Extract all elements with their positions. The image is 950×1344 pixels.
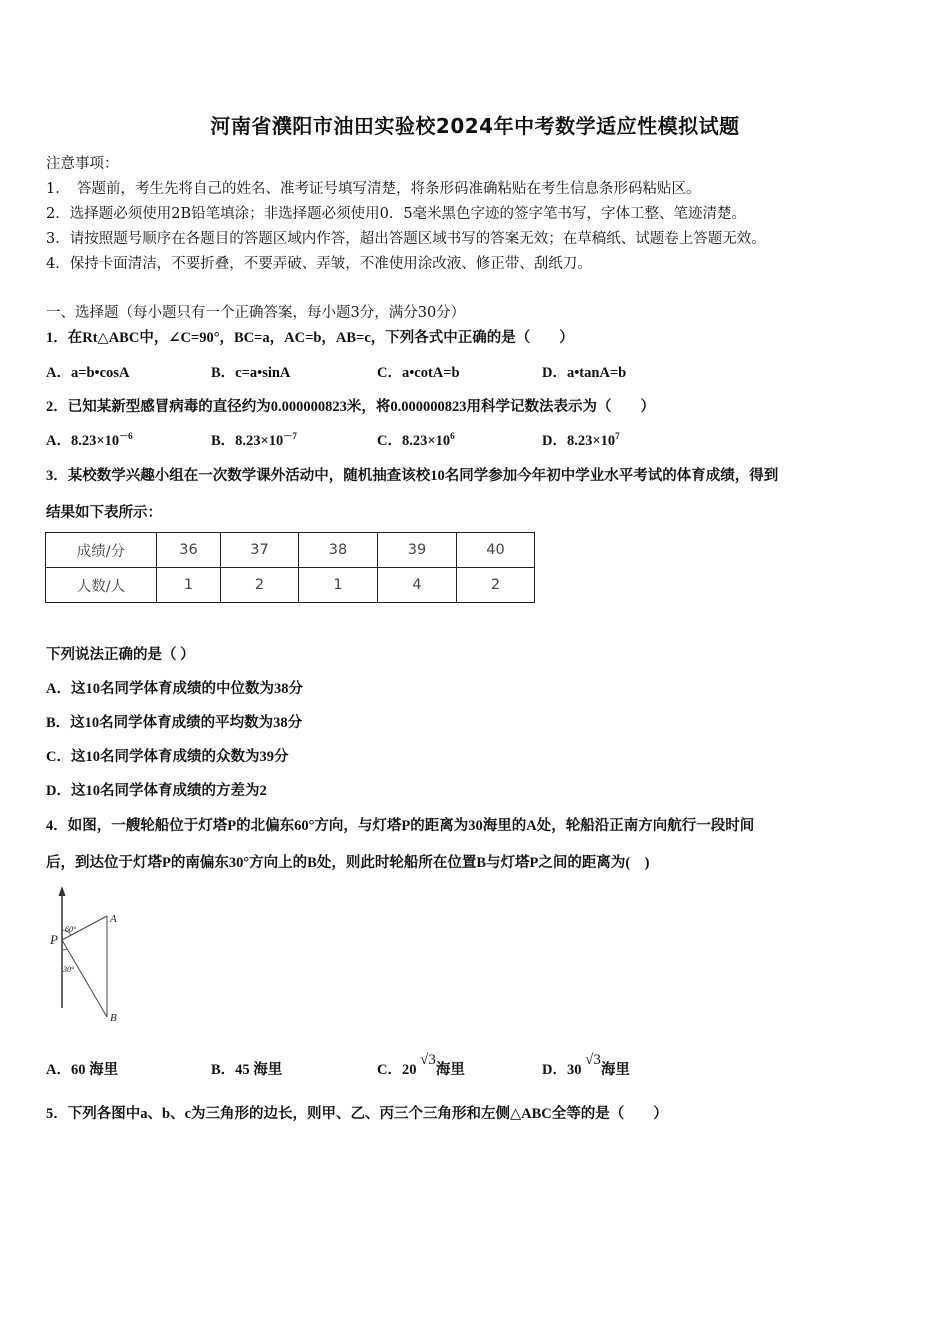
question-stem-line2: 后，到达位于灯塔P的南偏东30°方向上的B处，则此时轮船所在位置B与灯塔P之间的距离为( ) [46,855,650,871]
table-cell: 1 [299,568,378,603]
option-a: A．$8.23\times 10^{-6}$ [46,431,133,449]
question-stem: 1．在Rt△ABC中，∠C=90°，BC=a，AC=b，AB=c，下列各式中正确的是（ ） [46,330,574,346]
table-cell: 38 [299,533,378,568]
option-c: C．$8.23\times 10^6$ [377,431,455,449]
north-arrow-icon [59,886,66,896]
table-row [46,533,535,568]
option-b: B．这10名同学体育成绩的平均数为38分 [46,715,303,731]
lighthouse-diagram [40,880,160,1030]
angle-30-label: 30° [63,965,75,974]
option-a: A．这10名同学体育成绩的中位数为38分 [46,681,303,697]
notice-item: 1． 答题前，考生先将自己的姓名、准考证号填写清楚，将条形码准确粘贴在考生信息条形码粘贴区。 [46,181,701,197]
table-cell: 4 [378,568,457,603]
row-header: 成绩/分 [46,533,157,568]
option-c: C．这10名同学体育成绩的众数为39分 [46,749,289,765]
question-stem: 2．已知某新型感冒病毒的直径约为0.000000823米，将0.000000823用科学记数法表示为（ ） [46,399,655,415]
table-cell: 40 [457,533,535,568]
table-row [46,568,535,603]
option-c: C．20 √3海里 [377,1052,465,1078]
option-d: D．这10名同学体育成绩的方差为2 [46,783,267,799]
question-stem: 5．下列各图中a、b、c为三角形的边长，则甲、乙、丙三个三角形和左侧△ABC全等的是（ ） [46,1106,668,1122]
table-cell: 39 [378,533,457,568]
option-d: D．a•tanA=b [542,365,627,381]
option-d: D．$8.23\times 10^7$ [542,431,620,449]
option-b: B．c=a•sinA [211,365,291,381]
table-cell: 1 [157,568,221,603]
option-a: A．a=b•cosA [46,365,130,381]
table-cell: 37 [221,533,299,568]
notice-item: 4．保持卡面清洁，不要折叠，不要弄破、弄皱，不准使用涂改液、修正带、刮纸刀。 [46,256,592,272]
sqrt-symbol: √3 [585,1052,601,1068]
option-c: C．a•cotA=b [377,365,460,381]
sqrt-symbol: √3 [420,1052,436,1068]
angle-60-label: 60° [65,925,77,934]
point-p-label: P [50,932,58,947]
point-b-label: B [110,1012,117,1024]
score-table [45,532,535,603]
question-stem-line1: 3．某校数学兴趣小组在一次数学课外活动中，随机抽查该校10名同学参加今年初中学业水平考试的体育成绩，得到 [46,468,779,484]
section-heading: 一、选择题（每小题只有一个正确答案，每小题3分，满分30分） [46,305,466,321]
option-b: B．45 海里 [211,1062,283,1078]
notice-item: 2．选择题必须使用2B铅笔填涂；非选择题必须使用0．5毫米黑色字迹的签字笔书写，字体工整、笔迹清楚。 [46,206,747,222]
notice-item: 3．请按照题号顺序在各题目的答题区域内作答，超出答题区域书写的答案无效；在草稿纸、试题卷上答题无效。 [46,231,766,247]
page-title: 河南省濮阳市油田实验校2024年中考数学适应性模拟试题 [210,114,740,138]
point-a-label: A [110,913,117,925]
table-cell: 2 [457,568,535,603]
question-stem-line1: 4．如图，一艘轮船位于灯塔P的北偏东60°方向，与灯塔P的距离为30海里的A处，轮船沿正南方向航行一段时间 [46,818,755,834]
table-cell: 36 [157,533,221,568]
option-d: D．30 √3海里 [542,1052,630,1078]
option-a: A．60 海里 [46,1062,119,1078]
option-b: B．$8.23\times 10^{-7}$ [211,431,297,449]
table-cell: 2 [221,568,299,603]
question-prompt: 下列说法正确的是（ ） [46,647,195,663]
notice-heading: 注意事项： [46,156,119,172]
row-header: 人数/人 [46,568,157,603]
question-stem-line2: 结果如下表所示： [46,505,162,521]
